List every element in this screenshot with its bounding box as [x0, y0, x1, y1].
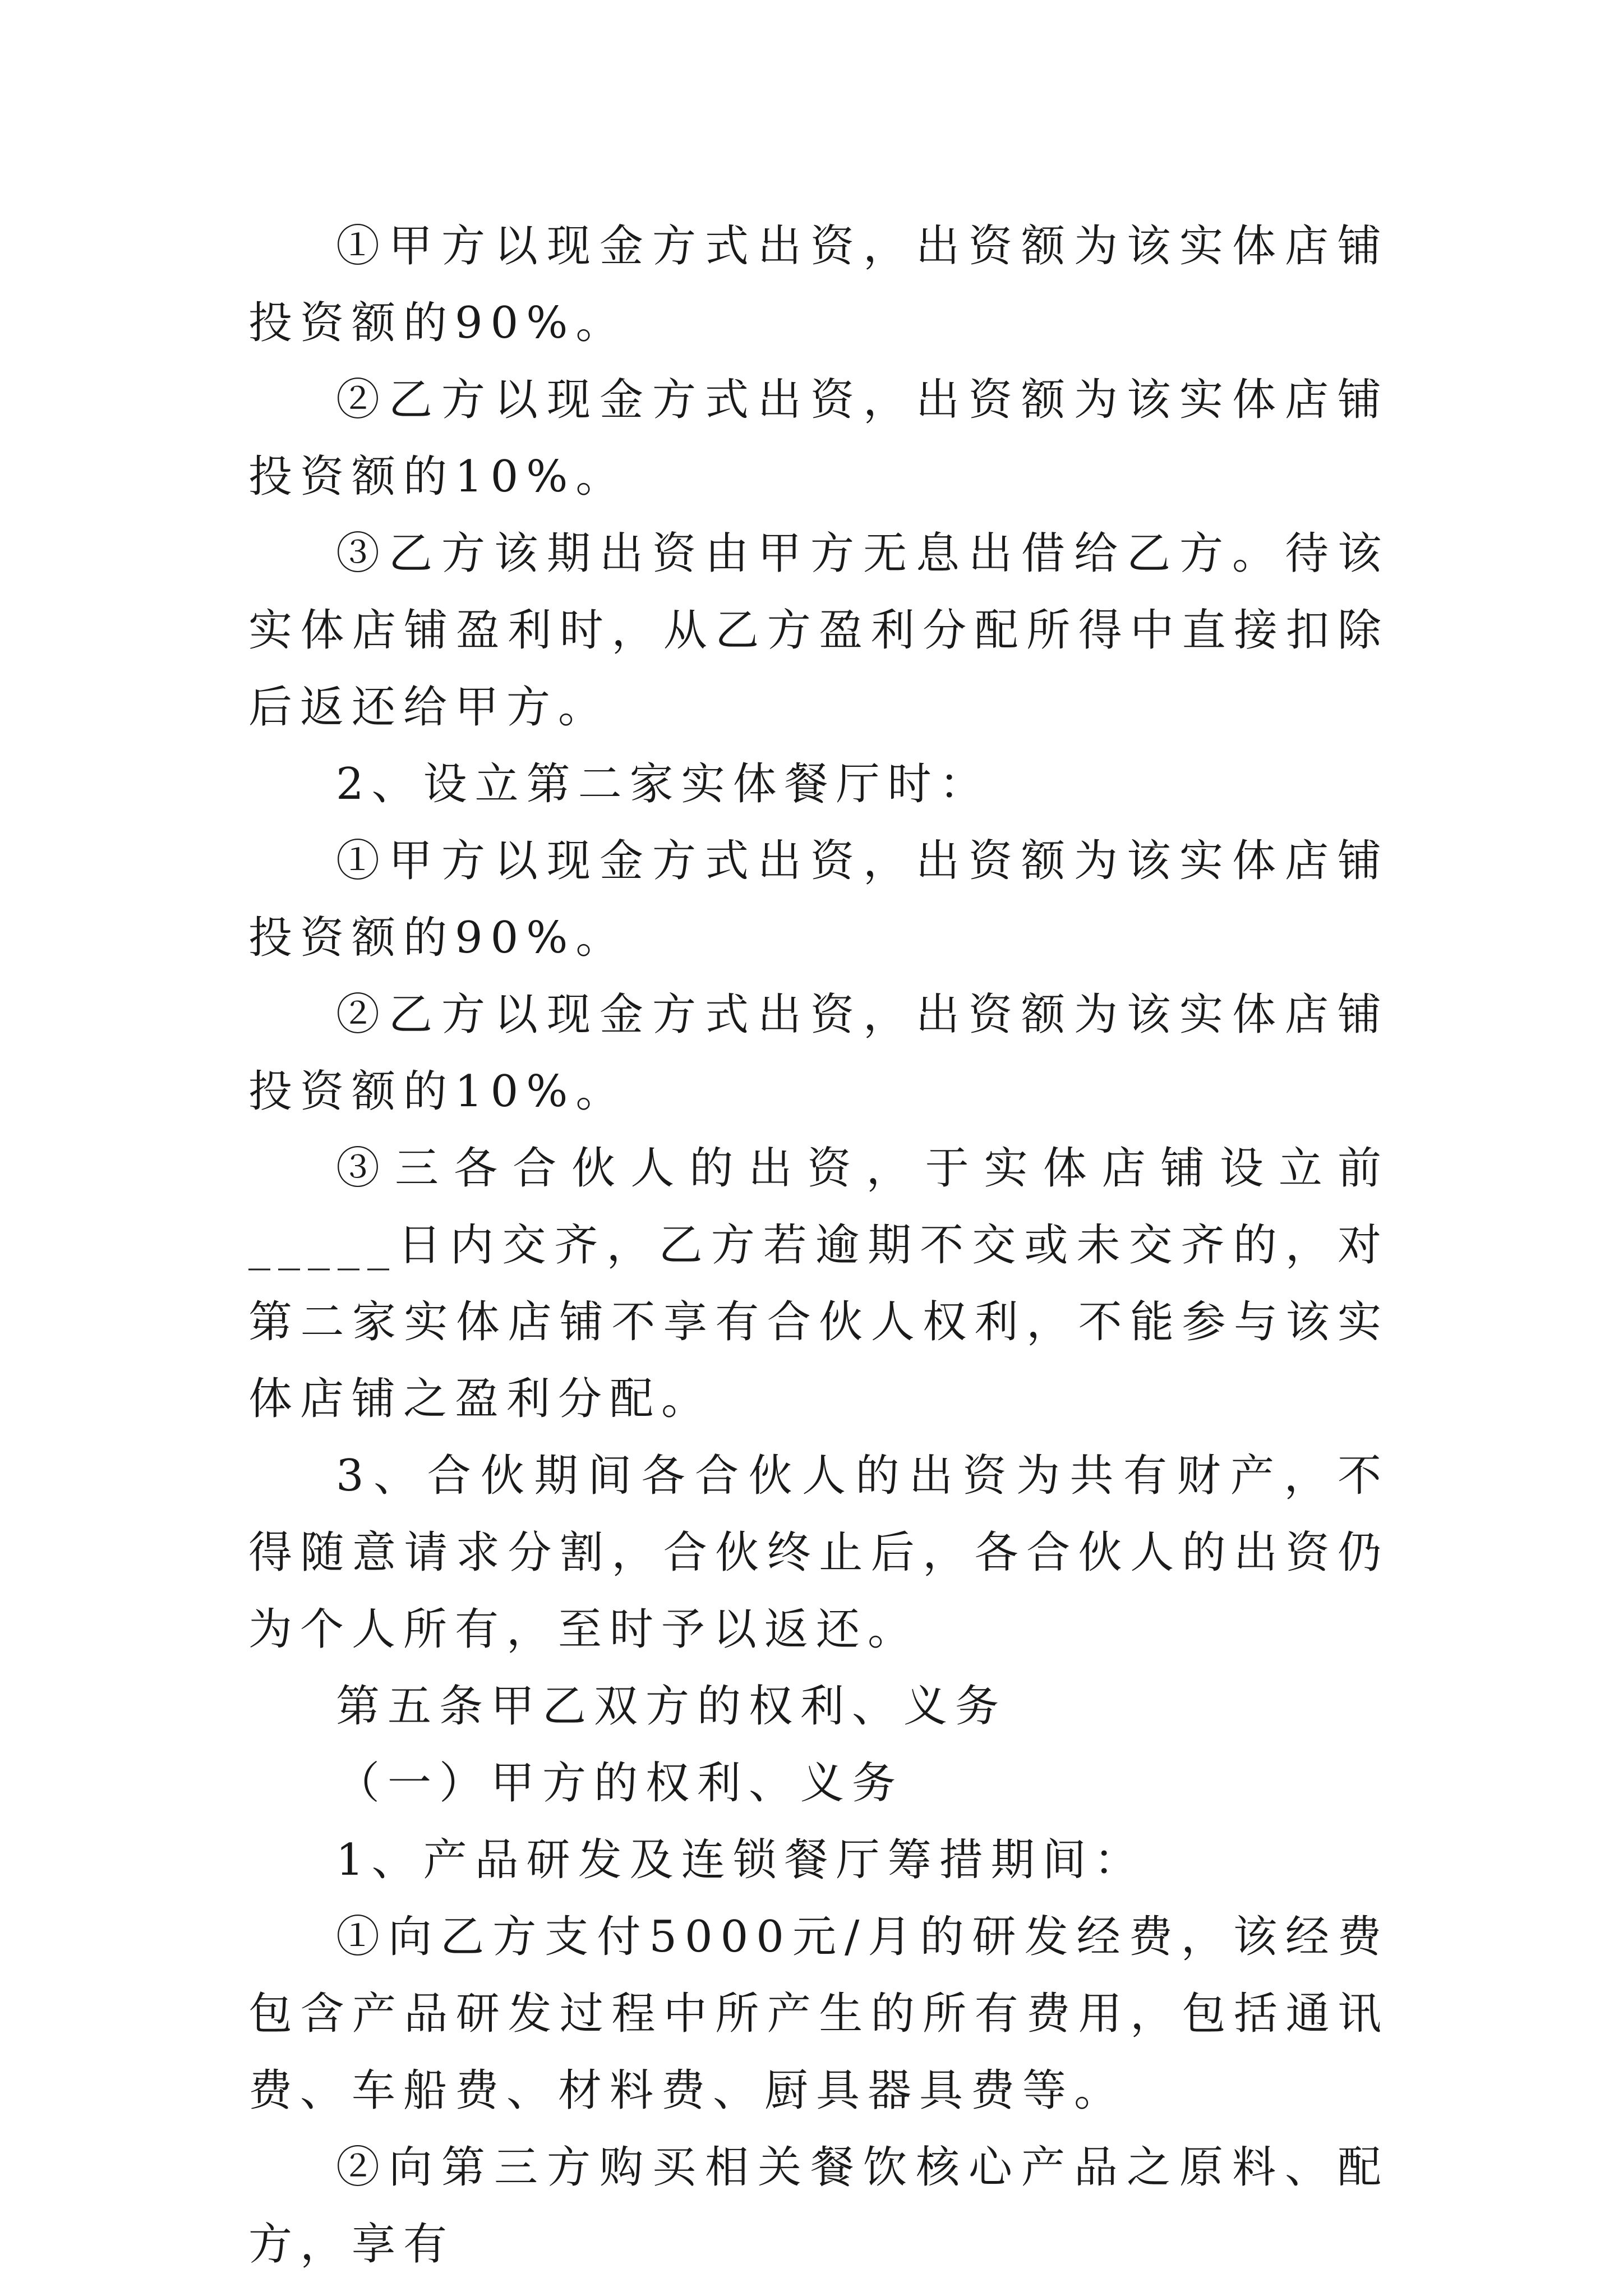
paragraph-11: 1、产品研发及连锁餐厅筹措期间：	[336, 1835, 1146, 1885]
paragraph-2: ②乙方以现金方式出资，出资额为该实体店铺投资额的10%。	[248, 375, 1389, 502]
paragraph-8: 3、合伙期间各合伙人的出资为共有财产，不得随意请求分割，合伙终止后，各合伙人的出资仍为个人所有，至时予以返还。	[248, 1451, 1389, 1655]
paragraph-12: ①向乙方支付5000元/月的研发经费，该经费包含产品研发过程中所产生的所有费用，包括通讯费、车船费、材料费、厨具器具费等。	[248, 1912, 1389, 2116]
subsection-heading-party-a: （一）甲方的权利、义务	[336, 1758, 904, 1809]
paragraph-7: ③三各合伙人的出资，于实体店铺设立前_____日内交齐，乙方若逾期不交或未交齐的，对第二家实体店铺不享有合伙人权利，不能参与该实体店铺之盈利分配。	[248, 1143, 1389, 1424]
paragraph-3: ③乙方该期出资由甲方无息出借给乙方。待该实体店铺盈利时，从乙方盈利分配所得中直接扣除后返还给甲方。	[248, 528, 1389, 733]
paragraph-1: ①甲方以现金方式出资，出资额为该实体店铺投资额的90%。	[248, 221, 1389, 348]
paragraph-6: ②乙方以现金方式出资，出资额为该实体店铺投资额的10%。	[248, 990, 1389, 1117]
paragraph-4: 2、设立第二家实体餐厅时：	[336, 759, 991, 809]
paragraph-13: ②向第三方购买相关餐饮核心产品之原料、配方，享有	[248, 2142, 1389, 2270]
section-heading-article-5: 第五条甲乙双方的权利、义务	[336, 1681, 1007, 1732]
document-body	[248, 208, 1389, 2283]
paragraph-5: ①甲方以现金方式出资，出资额为该实体店铺投资额的90%。	[248, 836, 1389, 963]
